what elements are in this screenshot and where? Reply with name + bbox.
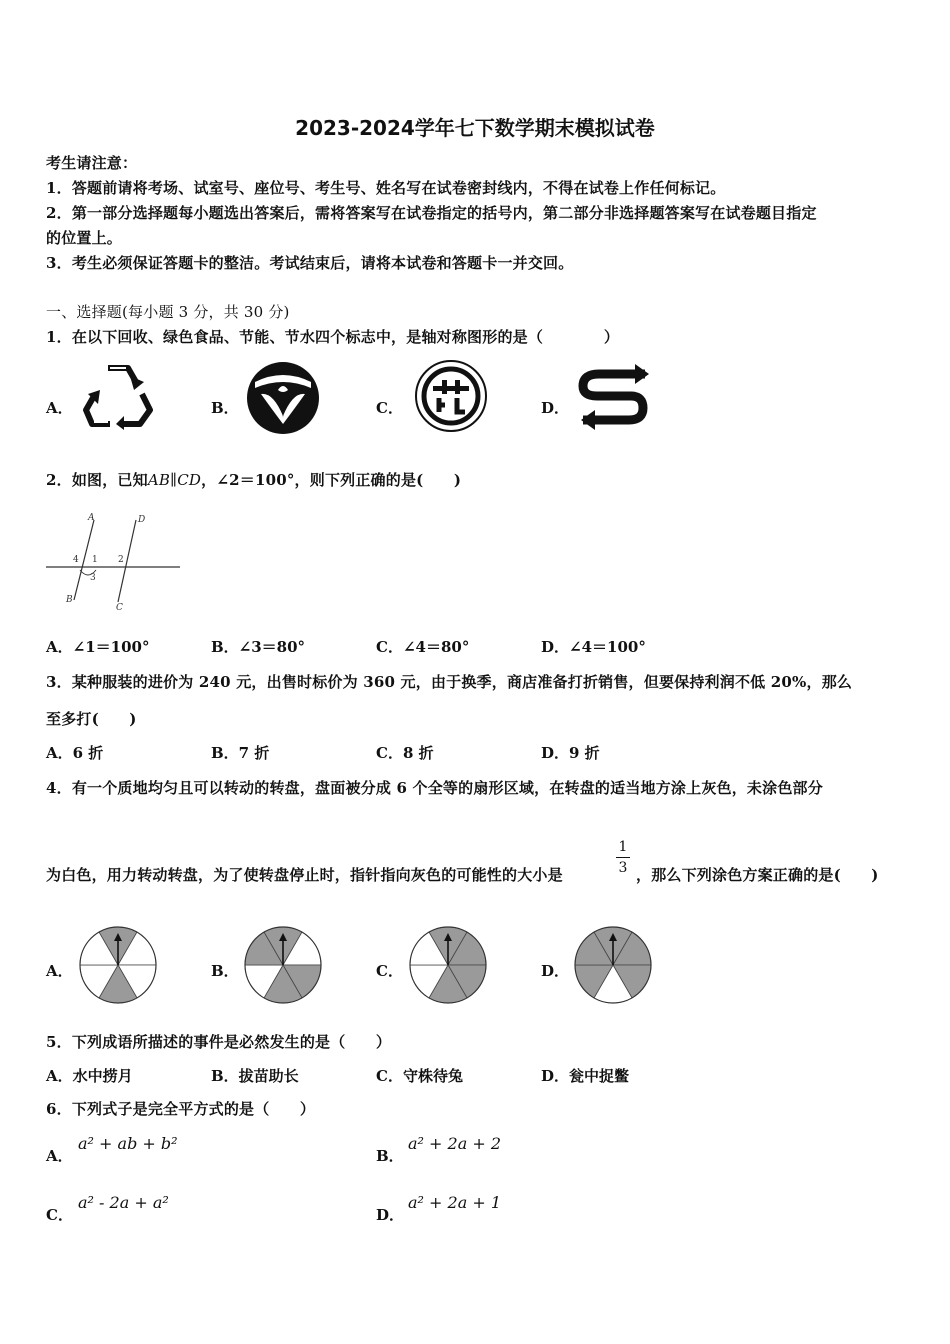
- q4-option-c-label: C．: [376, 962, 403, 980]
- q4-stem-line2b: ，那么下列涂色方案正确的是( ): [636, 866, 879, 884]
- q3-option-d: D．9 折: [541, 744, 600, 762]
- q4-fraction: [616, 839, 630, 876]
- q1-option-d-label: D．: [541, 399, 570, 417]
- q5-option-d: D．瓮中捉鳖: [541, 1067, 630, 1085]
- energy-saving-logo-icon: [413, 358, 489, 434]
- fig-label-b: B: [66, 595, 73, 605]
- q6-option-d-expr: a² + 2a + 1: [408, 1193, 502, 1212]
- q4-fraction-numerator: 1: [618, 839, 628, 855]
- notice-item-2-cont: 的位置上。: [46, 229, 123, 247]
- q6-option-d-label: D．: [376, 1206, 405, 1224]
- q4-option-a-label: A．: [46, 962, 73, 980]
- green-food-logo-icon: [245, 360, 321, 436]
- q3-option-c: C．8 折: [376, 744, 434, 762]
- q6-option-c-expr: a² - 2a + a²: [78, 1193, 169, 1212]
- q5-option-b: B．拔苗助长: [211, 1067, 299, 1085]
- fig-angle-3: 3: [90, 573, 96, 583]
- q2-option-a: A．∠1＝100°: [46, 638, 150, 656]
- q6-option-a-label: A．: [46, 1147, 73, 1165]
- fig-label-d: D: [138, 515, 146, 525]
- recycle-logo-icon: [80, 360, 156, 432]
- q5-option-c: C．守株待兔: [376, 1067, 463, 1085]
- fig-angle-2: 2: [118, 555, 124, 565]
- q2-stem: 2．如图，已知AB∥CD，∠2＝100°，则下列正确的是( ): [46, 471, 462, 489]
- parallel-lines-figure: [44, 510, 184, 614]
- q3-stem-line1: 3．某种服装的进价为 240 元，出售时标价为 360 元，由于换季，商店准备打折销售，但要保持利润不低 20%，那么: [46, 673, 853, 691]
- fig-label-c: C: [116, 603, 123, 613]
- page-title: 2023-2024学年七下数学期末模拟试卷: [295, 116, 655, 140]
- q4-stem-line2a: 为白色，用力转动转盘，为了使转盘停止时，指针指向灰色的可能性的大小是: [46, 866, 563, 884]
- q3-option-a: A．6 折: [46, 744, 104, 762]
- fig-label-a: A: [88, 513, 95, 523]
- fig-angle-1: 1: [92, 555, 98, 565]
- q5-option-a: A．水中捞月: [46, 1067, 133, 1085]
- q3-option-b: B．7 折: [211, 744, 270, 762]
- q1-stem: 1．在以下回收、绿色食品、节能、节水四个标志中，是轴对称图形的是（ ）: [46, 328, 620, 346]
- water-saving-logo-icon: [575, 362, 655, 432]
- q1-option-a-label: A．: [46, 399, 73, 417]
- q1-option-b-label: B．: [211, 399, 239, 417]
- fig-angle-4: 4: [73, 555, 79, 565]
- q1-option-c-label: C．: [376, 399, 403, 417]
- q4-fraction-denominator: 3: [618, 860, 628, 876]
- section-heading: 一、选择题(每小题 3 分，共 30 分): [46, 303, 290, 321]
- q2-option-d: D．∠4＝100°: [541, 638, 646, 656]
- q3-stem-line2: 至多打( ): [46, 710, 137, 728]
- q4-stem-line1: 4．有一个质地均匀且可以转动的转盘，盘面被分成 6 个全等的扇形区域，在转盘的适当地方涂上灰色，未涂色部分: [46, 779, 823, 797]
- q6-option-a-expr: a² + ab + b²: [78, 1134, 178, 1153]
- spinner-c: [408, 925, 488, 1005]
- q6-option-b-label: B．: [376, 1147, 404, 1165]
- notice-item-1: 1．答题前请将考场、试室号、座位号、考生号、姓名写在试卷密封线内，不得在试卷上作任何标记。: [46, 179, 726, 197]
- q2-option-b: B．∠3＝80°: [211, 638, 306, 656]
- q5-stem: 5．下列成语所描述的事件是必然发生的是（ ）: [46, 1033, 392, 1051]
- spinner-b: [243, 925, 323, 1005]
- notice-item-2: 2．第一部分选择题每小题选出答案后，需将答案写在试卷指定的括号内，第二部分非选择题答案写在试卷题目指定: [46, 204, 817, 222]
- notice-heading: 考生请注意：: [46, 154, 138, 172]
- q6-option-c-label: C．: [46, 1206, 73, 1224]
- q2-option-c: C．∠4＝80°: [376, 638, 470, 656]
- q4-option-d-label: D．: [541, 962, 570, 980]
- q6-stem: 6．下列式子是完全平方式的是（ ）: [46, 1100, 316, 1118]
- notice-item-3: 3．考生必须保证答题卡的整洁。考试结束后，请将本试卷和答题卡一并交回。: [46, 254, 574, 272]
- q6-option-b-expr: a² + 2a + 2: [408, 1134, 502, 1153]
- spinner-d: [573, 925, 653, 1005]
- spinner-a: [78, 925, 158, 1005]
- q4-option-b-label: B．: [211, 962, 239, 980]
